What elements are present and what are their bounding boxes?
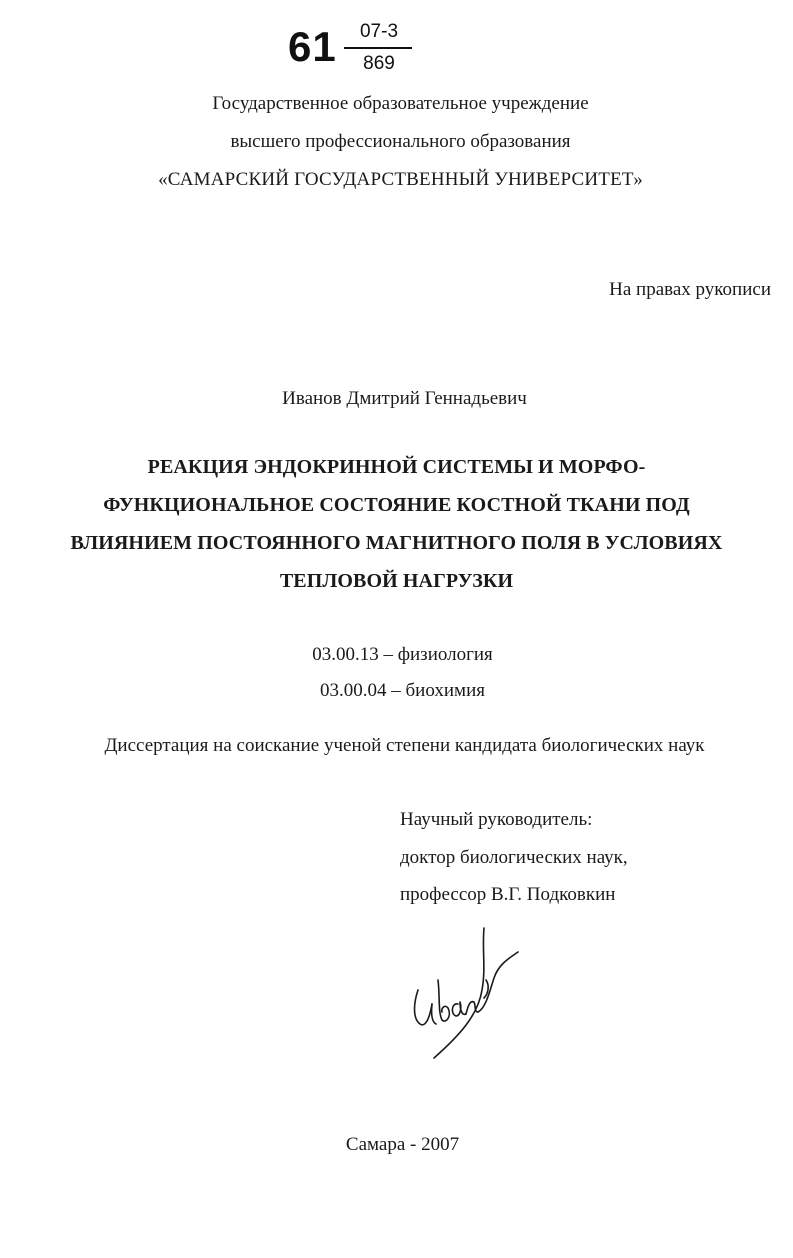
- thesis-title-line-4: ТЕПЛОВОЙ НАГРУЗКИ: [279, 570, 514, 592]
- stamp-main-number: 61: [288, 23, 337, 70]
- thesis-title-line-3: ВЛИЯНИЕМ ПОСТОЯННОГО МАГНИТНОГО ПОЛЯ В УСЛОВИЯХ: [70, 532, 723, 554]
- thesis-title-line-1: РЕАКЦИЯ ЭНДОКРИННОЙ СИСТЕМЫ И МОРФО-: [147, 456, 646, 478]
- supervisor-label: Научный руководитель:: [400, 809, 593, 830]
- institution-line-1: Государственное образовательное учреждение: [212, 93, 589, 114]
- specialty-physiology: 03.00.13 – физиология: [312, 644, 493, 665]
- degree-statement: Диссертация на соискание ученой степени кандидата биологических наук: [104, 735, 705, 756]
- author-name: Иванов Дмитрий Геннадьевич: [282, 388, 527, 409]
- thesis-title-line-2: ФУНКЦИОНАЛЬНОЕ СОСТОЯНИЕ КОСТНОЙ ТКАНИ ПОД: [103, 494, 690, 516]
- supervisor-degree: доктор биологических наук,: [400, 847, 628, 868]
- stamp-fraction-line: [344, 47, 412, 49]
- institution-name: «САМАРСКИЙ ГОСУДАРСТВЕННЫЙ УНИВЕРСИТЕТ»: [158, 169, 643, 190]
- archive-stamp: [288, 20, 418, 82]
- specialty-biochemistry: 03.00.04 – биохимия: [320, 680, 485, 701]
- handwritten-signature: [398, 920, 528, 1065]
- rights-note: На правах рукописи: [609, 279, 771, 300]
- supervisor-name: профессор В.Г. Подковкин: [400, 884, 616, 905]
- stamp-top-number: 07-3: [359, 21, 399, 42]
- city-year: Самара - 2007: [345, 1134, 460, 1155]
- stamp-bottom-number: 869: [363, 53, 395, 74]
- institution-line-2: высшего профессионального образования: [230, 131, 571, 152]
